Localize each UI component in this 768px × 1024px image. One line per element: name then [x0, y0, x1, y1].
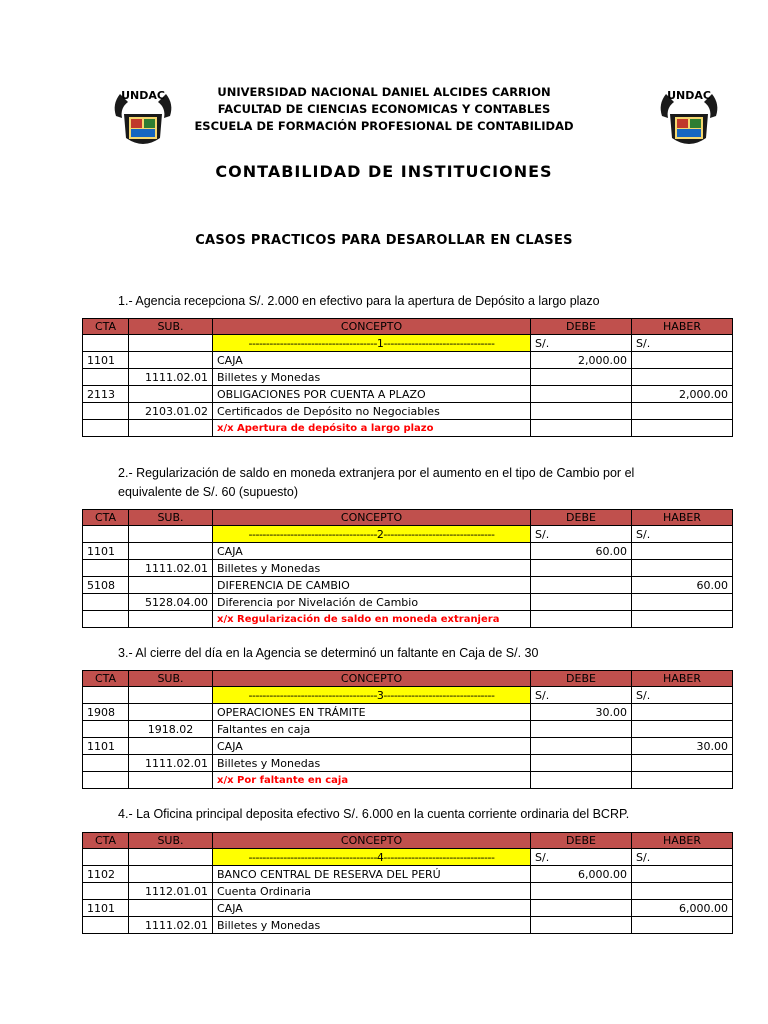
table-cell: CAJA — [213, 352, 531, 369]
col-sub: SUB. — [129, 510, 213, 526]
table-cell — [531, 594, 632, 611]
ledger-table-case-4 — [82, 832, 733, 934]
table-cell: 2,000.00 — [632, 386, 733, 403]
document-title: CONTABILIDAD DE INSTITUCIONES — [215, 162, 553, 181]
table-cell — [531, 611, 632, 628]
table-cell — [531, 369, 632, 386]
currency-debe: S/. — [531, 849, 632, 866]
table-cell: 2,000.00 — [531, 352, 632, 369]
table-cell — [83, 883, 129, 900]
table-cell — [129, 352, 213, 369]
table-cell: 30.00 — [632, 738, 733, 755]
separator-row — [83, 849, 733, 866]
case-2-description — [118, 464, 678, 502]
currency-haber: S/. — [632, 335, 733, 352]
table-row — [83, 577, 733, 594]
table-cell — [129, 420, 213, 437]
table-row — [83, 704, 733, 721]
table-cell — [632, 594, 733, 611]
table-cell: 2103.01.02 — [129, 403, 213, 420]
table-cell — [129, 687, 213, 704]
entry-separator: -------------------------------------3-------------------------------- — [213, 687, 531, 704]
table-cell — [129, 900, 213, 917]
table-cell — [531, 738, 632, 755]
col-sub: SUB. — [129, 671, 213, 687]
table-row — [83, 866, 733, 883]
table-cell: 60.00 — [531, 543, 632, 560]
currency-debe: S/. — [531, 526, 632, 543]
table-cell — [632, 755, 733, 772]
table-cell: Faltantes en caja — [213, 721, 531, 738]
col-concepto: CONCEPTO — [213, 671, 531, 687]
table-row — [83, 594, 733, 611]
table-cell — [531, 420, 632, 437]
currency-haber: S/. — [632, 849, 733, 866]
currency-debe: S/. — [531, 687, 632, 704]
case-text: - Al cierre del día en la Agencia se determinó un faltante en Caja de S/. 30 — [128, 646, 539, 660]
table-cell — [83, 917, 129, 934]
col-sub: SUB. — [129, 833, 213, 849]
case-number: 3. — [118, 646, 129, 660]
case-number: 1. — [118, 294, 129, 308]
table-header-row — [83, 510, 733, 526]
col-haber: HABER — [632, 510, 733, 526]
currency-haber: S/. — [632, 526, 733, 543]
table-cell — [531, 900, 632, 917]
institution-header — [0, 84, 768, 135]
table-cell — [83, 687, 129, 704]
col-cta: CTA — [83, 671, 129, 687]
table-cell: 6,000.00 — [531, 866, 632, 883]
col-debe: DEBE — [531, 510, 632, 526]
table-cell: Cuenta Ordinaria — [213, 883, 531, 900]
table-cell: 5128.04.00 — [129, 594, 213, 611]
table-row — [83, 352, 733, 369]
table-cell: 1101 — [83, 352, 129, 369]
table-cell — [83, 369, 129, 386]
table-cell — [531, 577, 632, 594]
table-cell: 1111.02.01 — [129, 755, 213, 772]
table-cell — [83, 611, 129, 628]
table-cell: 1111.02.01 — [129, 917, 213, 934]
table-cell: OPERACIONES EN TRÁMITE — [213, 704, 531, 721]
case-4-description — [118, 805, 678, 824]
note-row — [83, 420, 733, 437]
case-text: - Regularización de saldo en moneda extranjera por el aumento en el tipo de Cambio por el equivalente de S/. 60 (supuesto) — [118, 466, 635, 499]
table-cell — [129, 386, 213, 403]
table-cell — [83, 526, 129, 543]
entry-separator: -------------------------------------1-------------------------------- — [213, 335, 531, 352]
table-row — [83, 883, 733, 900]
table-cell — [129, 577, 213, 594]
table-cell — [83, 335, 129, 352]
table-cell: 1111.02.01 — [129, 369, 213, 386]
table-row — [83, 755, 733, 772]
separator-row — [83, 335, 733, 352]
table-cell — [531, 403, 632, 420]
table-cell — [83, 420, 129, 437]
table-row — [83, 900, 733, 917]
case-number: 4. — [118, 807, 129, 821]
table-header-row — [83, 671, 733, 687]
table-cell: BANCO CENTRAL DE RESERVA DEL PERÚ — [213, 866, 531, 883]
table-cell — [129, 704, 213, 721]
col-debe: DEBE — [531, 833, 632, 849]
table-cell: 1908 — [83, 704, 129, 721]
case-number: 2. — [118, 466, 129, 480]
separator-row — [83, 687, 733, 704]
table-cell: 60.00 — [632, 577, 733, 594]
table-cell: 1101 — [83, 900, 129, 917]
case-text: - Agencia recepciona S/. 2.000 en efectivo para la apertura de Depósito a largo plazo — [128, 294, 600, 308]
table-row — [83, 721, 733, 738]
table-cell: Billetes y Monedas — [213, 917, 531, 934]
table-cell — [632, 560, 733, 577]
faculty-name: FACULTAD DE CIENCIAS ECONOMICAS Y CONTABLES — [217, 102, 551, 116]
col-haber: HABER — [632, 319, 733, 335]
table-cell — [632, 352, 733, 369]
table-cell: Billetes y Monedas — [213, 755, 531, 772]
table-cell — [632, 883, 733, 900]
col-concepto: CONCEPTO — [213, 319, 531, 335]
table-row — [83, 738, 733, 755]
col-concepto: CONCEPTO — [213, 833, 531, 849]
table-cell — [129, 611, 213, 628]
table-cell — [632, 772, 733, 789]
table-cell — [83, 721, 129, 738]
table-cell: Certificados de Depósito no Negociables — [213, 403, 531, 420]
table-cell — [531, 386, 632, 403]
table-header-row — [83, 319, 733, 335]
university-name: UNIVERSIDAD NACIONAL DANIEL ALCIDES CARRION — [217, 85, 551, 99]
col-haber: HABER — [632, 671, 733, 687]
table-cell — [129, 738, 213, 755]
table-cell — [531, 917, 632, 934]
table-cell — [531, 755, 632, 772]
table-row — [83, 917, 733, 934]
table-cell — [129, 335, 213, 352]
table-cell — [632, 866, 733, 883]
col-haber: HABER — [632, 833, 733, 849]
currency-haber: S/. — [632, 687, 733, 704]
table-row — [83, 560, 733, 577]
separator-row — [83, 526, 733, 543]
entry-separator: -------------------------------------2-------------------------------- — [213, 526, 531, 543]
table-cell — [531, 721, 632, 738]
table-row — [83, 386, 733, 403]
note-row — [83, 772, 733, 789]
ledger-table-case-2 — [82, 509, 733, 628]
table-cell: 1111.02.01 — [129, 560, 213, 577]
table-cell: Diferencia por Nivelación de Cambio — [213, 594, 531, 611]
svg-text:UNDAC: UNDAC — [667, 89, 711, 102]
col-sub: SUB. — [129, 319, 213, 335]
table-cell — [83, 594, 129, 611]
table-cell: Billetes y Monedas — [213, 369, 531, 386]
table-header-row — [83, 833, 733, 849]
col-concepto: CONCEPTO — [213, 510, 531, 526]
table-cell: 5108 — [83, 577, 129, 594]
table-cell: DIFERENCIA DE CAMBIO — [213, 577, 531, 594]
col-debe: DEBE — [531, 319, 632, 335]
table-cell — [83, 560, 129, 577]
table-cell — [129, 866, 213, 883]
table-cell: 1101 — [83, 543, 129, 560]
table-cell — [632, 704, 733, 721]
table-cell — [632, 917, 733, 934]
table-cell: 2113 — [83, 386, 129, 403]
entry-separator: -------------------------------------4-------------------------------- — [213, 849, 531, 866]
table-cell — [83, 849, 129, 866]
currency-debe: S/. — [531, 335, 632, 352]
ledger-table-case-3 — [82, 670, 733, 789]
case-1-description — [118, 292, 678, 311]
table-cell: Billetes y Monedas — [213, 560, 531, 577]
table-cell — [531, 772, 632, 789]
case-3-description — [118, 644, 678, 663]
table-cell: 1101 — [83, 738, 129, 755]
table-cell: 1102 — [83, 866, 129, 883]
table-cell: 30.00 — [531, 704, 632, 721]
table-cell — [129, 772, 213, 789]
table-cell — [83, 403, 129, 420]
table-cell — [531, 560, 632, 577]
table-cell — [632, 721, 733, 738]
ledger-table-case-1 — [82, 318, 733, 437]
table-cell — [129, 849, 213, 866]
table-cell — [632, 403, 733, 420]
table-row — [83, 369, 733, 386]
table-cell — [129, 526, 213, 543]
entry-note: x/x Apertura de depósito a largo plazo — [213, 420, 531, 437]
table-cell — [83, 755, 129, 772]
table-cell: CAJA — [213, 543, 531, 560]
col-debe: DEBE — [531, 671, 632, 687]
table-cell — [632, 543, 733, 560]
entry-note: x/x Por faltante en caja — [213, 772, 531, 789]
table-cell — [632, 369, 733, 386]
table-cell: CAJA — [213, 900, 531, 917]
table-cell: OBLIGACIONES POR CUENTA A PLAZO — [213, 386, 531, 403]
table-cell: CAJA — [213, 738, 531, 755]
col-cta: CTA — [83, 510, 129, 526]
col-cta: CTA — [83, 319, 129, 335]
case-text: - La Oficina principal deposita efectivo S/. 6.000 en la cuenta corriente ordinaria del BCRP. — [128, 807, 630, 821]
note-row — [83, 611, 733, 628]
table-cell: 6,000.00 — [632, 900, 733, 917]
table-cell — [632, 420, 733, 437]
table-cell — [531, 883, 632, 900]
table-cell: 1112.01.01 — [129, 883, 213, 900]
col-cta: CTA — [83, 833, 129, 849]
table-cell: 1918.02 — [129, 721, 213, 738]
table-row — [83, 543, 733, 560]
table-cell — [632, 611, 733, 628]
entry-note: x/x Regularización de saldo en moneda extranjera — [213, 611, 531, 628]
document-subtitle: CASOS PRACTICOS PARA DESAROLLAR EN CLASES — [195, 233, 573, 248]
table-cell — [129, 543, 213, 560]
table-cell — [83, 772, 129, 789]
school-name: ESCUELA DE FORMACIÓN PROFESIONAL DE CONTABILIDAD — [194, 119, 574, 133]
table-row — [83, 403, 733, 420]
svg-text:UNDAC: UNDAC — [121, 89, 165, 102]
